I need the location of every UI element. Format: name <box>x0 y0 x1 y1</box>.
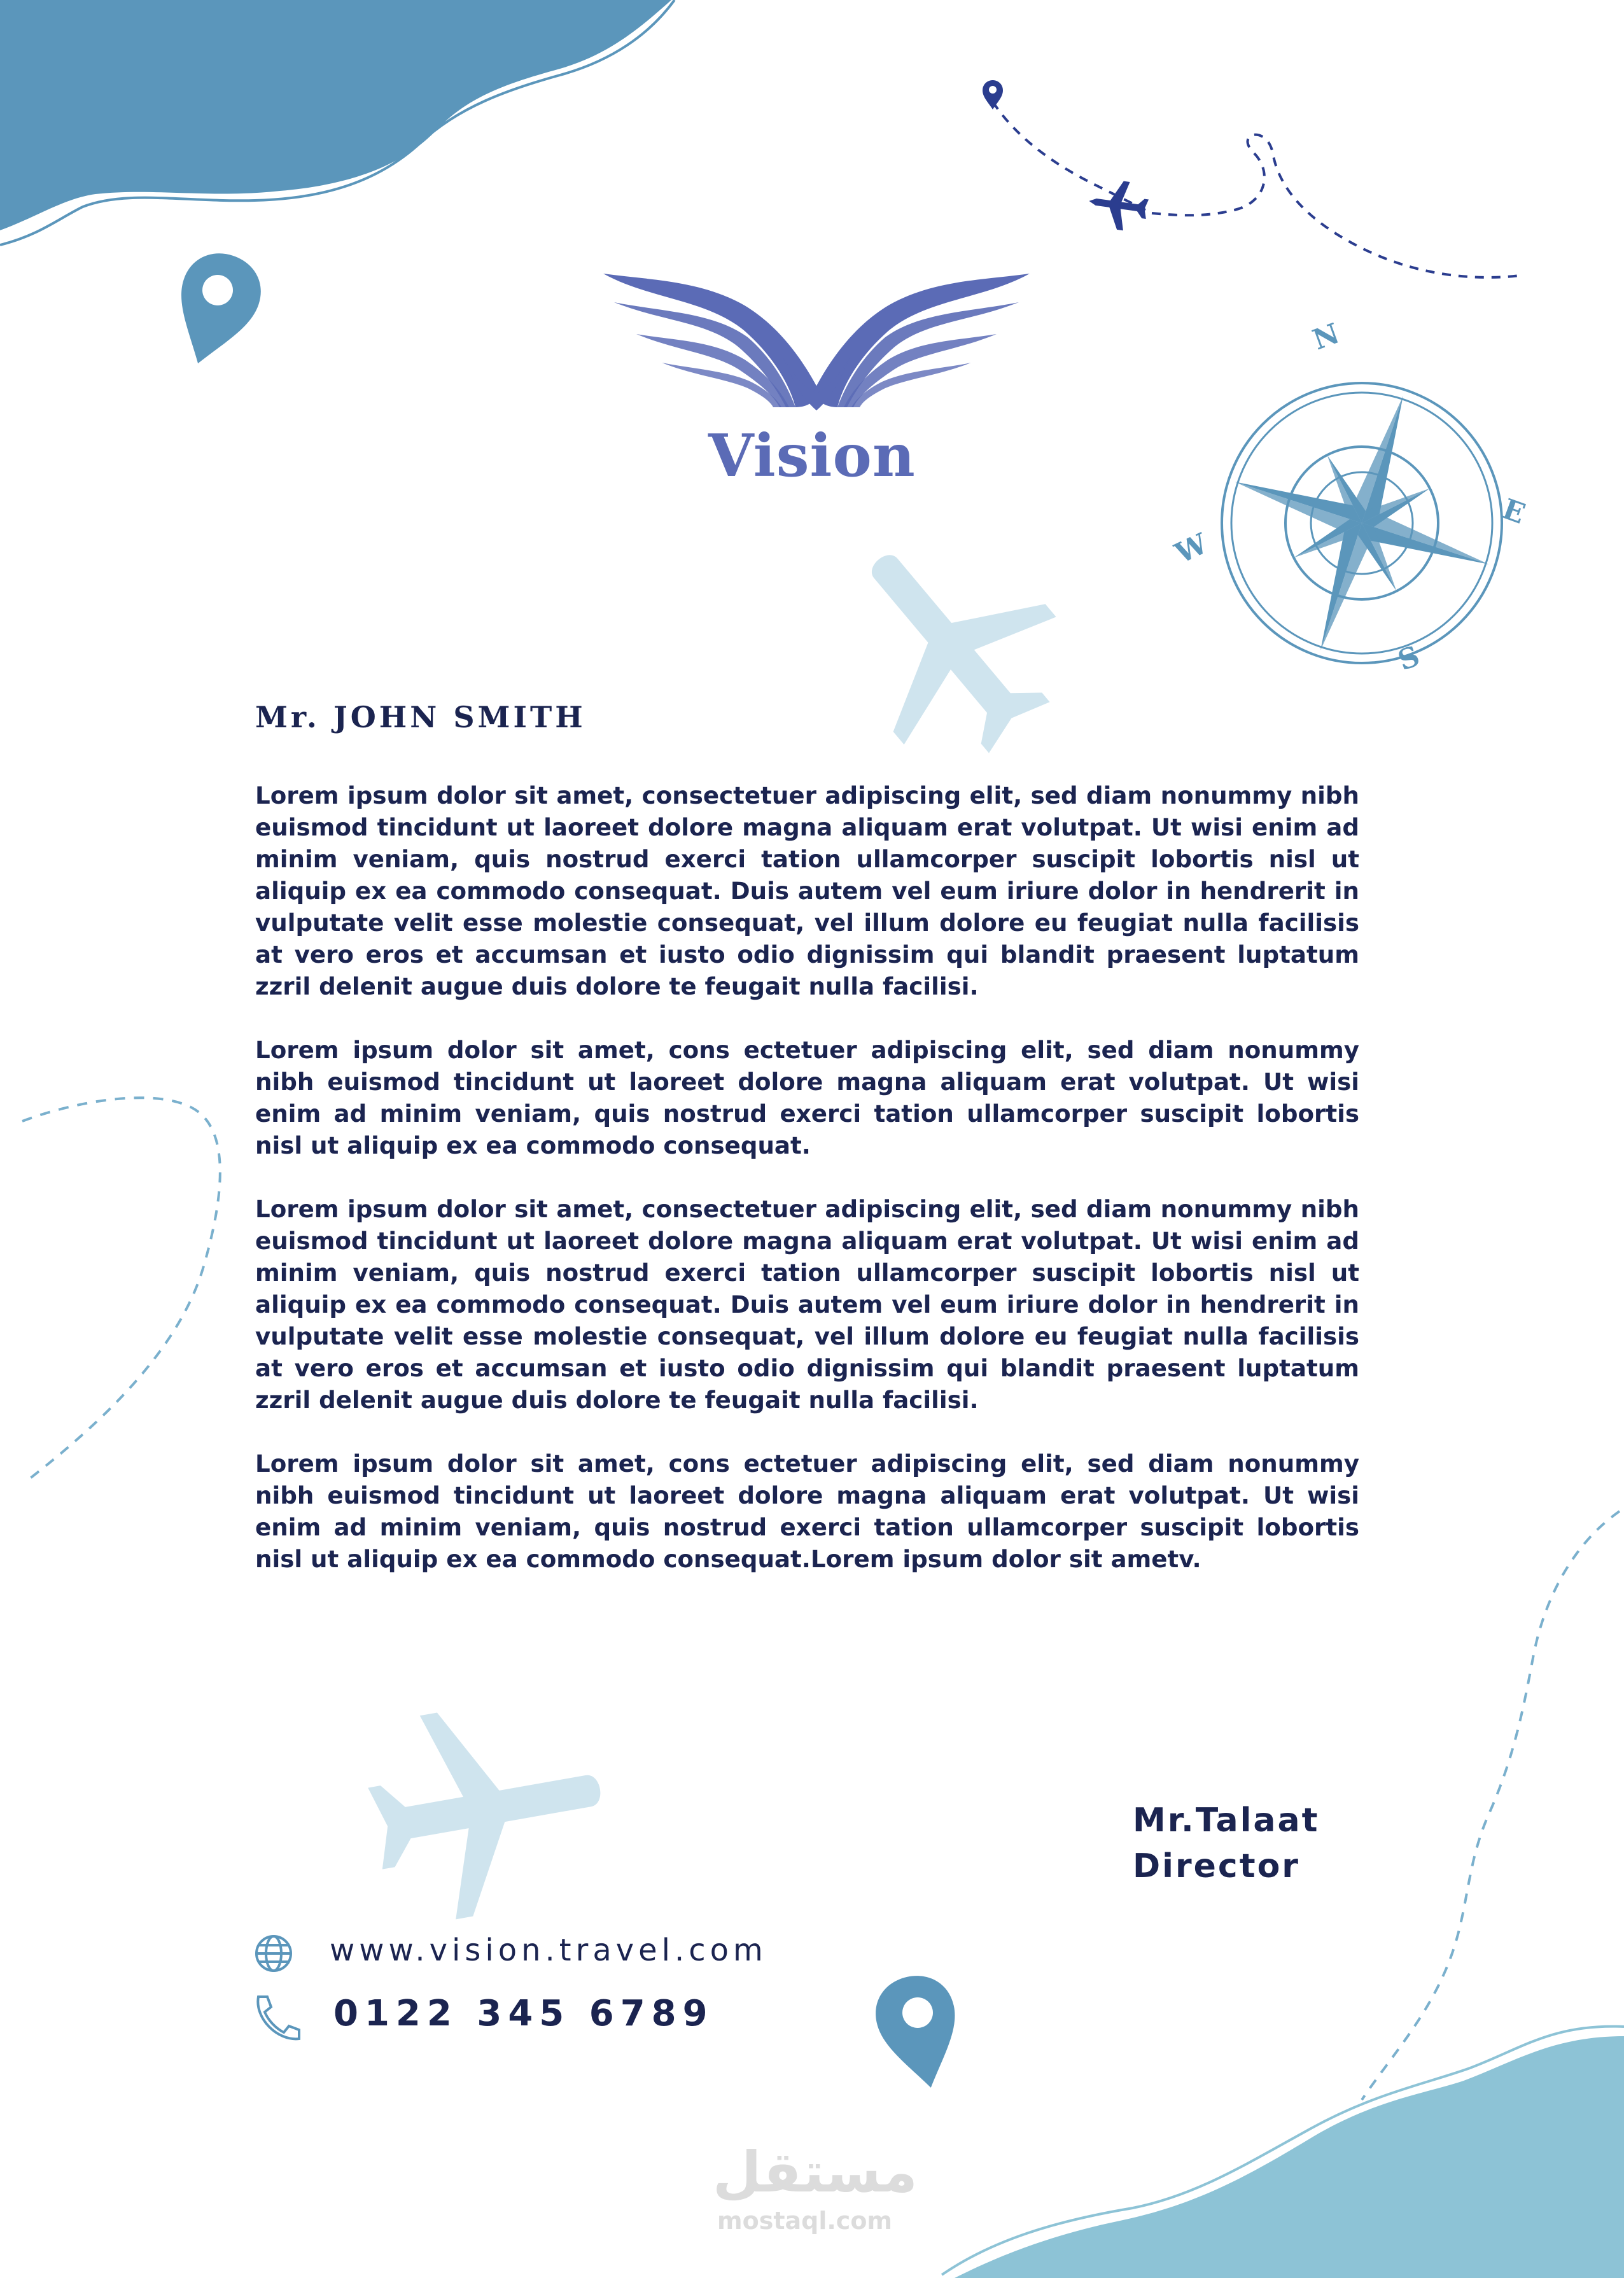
recipient-name: Mr. JOHN SMITH <box>255 700 586 734</box>
location-pin-icon <box>160 244 270 376</box>
phone-number[interactable]: 0122 345 6789 <box>333 1993 714 2034</box>
letter-body <box>255 779 1359 1607</box>
airplane-icon <box>802 496 1095 791</box>
compass-east-label: E <box>1498 493 1530 531</box>
body-paragraph: Lorem ipsum dolor sit amet, consectetuer adipiscing elit, sed diam nonummy nibh euismod tincidunt ut laoreet dolore magna aliquam erat volutpat. Ut wisi enim ad minim veniam, quis nostrud exerci tation ullamcorper suscipit lobortis nisl ut aliquip ex ea commodo consequat. Duis autem vel eum iriure dolor in hendrerit in vulputate velit esse molestie consequat, vel illum dolore eu feugiat nulla facilisis at vero eros et accumsan et iusto odio dignissim qui blandit praesent luptatum zzril delenit augue duis dolore te feugait nulla facilisi. <box>255 1195 1359 1414</box>
flight-route <box>993 102 1524 277</box>
compass-north-label: N <box>1308 317 1344 357</box>
signature-block <box>1133 1798 1319 1889</box>
signatory-name: Mr.Talaat <box>1133 1801 1320 1840</box>
dashed-route-right <box>1362 1511 1620 2100</box>
phone-icon <box>258 1997 299 2039</box>
globe-icon <box>256 1936 291 1971</box>
body-paragraph: Lorem ipsum dolor sit amet, cons ectetuer adipiscing elit, sed diam nonummy nibh euismod tincidunt ut laoreet dolore magna aliquam erat volutpat. Ut wisi enim ad minim veniam, quis nostrud exerci tation ullamcorper suscipit lobortis nisl ut aliquip ex ea commodo consequat. <box>255 1036 1359 1159</box>
small-pin-icon <box>983 80 1003 109</box>
website-link[interactable]: www.vision.travel.com <box>330 1932 767 1968</box>
body-paragraph: Lorem ipsum dolor sit amet, cons ectetuer adipiscing elit, sed diam nonummy nibh euismod tincidunt ut laoreet dolore magna aliquam erat volutpat. Ut wisi enim ad minim veniam, quis nostrud exerci tation ullamcorper suscipit lobortis nisl ut aliquip ex ea commodo consequat.Lorem ipsum dolor sit ametv. <box>255 1450 1359 1573</box>
compass-west-label: W <box>1170 527 1213 570</box>
body-paragraph: Lorem ipsum dolor sit amet, consectetuer adipiscing elit, sed diam nonummy nibh euismod tincidunt ut laoreet dolore magna aliquam erat volutpat. Ut wisi enim ad minim veniam, quis nostrud exerci tation ullamcorper suscipit lobortis nisl ut aliquip ex ea commodo consequat. Duis autem vel eum iriure dolor in hendrerit in vulputate velit esse molestie consequat, vel illum dolore eu feugiat nulla facilisis at vero eros et accumsan et iusto odio dignissim qui blandit praesent luptatum zzril delenit augue duis dolore te feugait nulla facilisi. <box>255 781 1359 1000</box>
watermark-latin: mostaql.com <box>717 2207 893 2235</box>
brand-name: Vision <box>708 421 916 490</box>
logo-wings-icon <box>603 274 1030 410</box>
watermark-arabic: مستقل <box>713 2139 918 2205</box>
dashed-route-left <box>22 1098 220 1479</box>
compass-rose-icon <box>1170 318 1530 692</box>
compass-south-label: S <box>1394 639 1424 678</box>
top-left-wave <box>0 0 671 230</box>
location-pin-icon <box>869 1969 969 2096</box>
airplane-icon <box>357 1687 618 1930</box>
bottom-right-wave <box>955 2036 1624 2278</box>
signatory-title: Director <box>1133 1847 1300 1885</box>
